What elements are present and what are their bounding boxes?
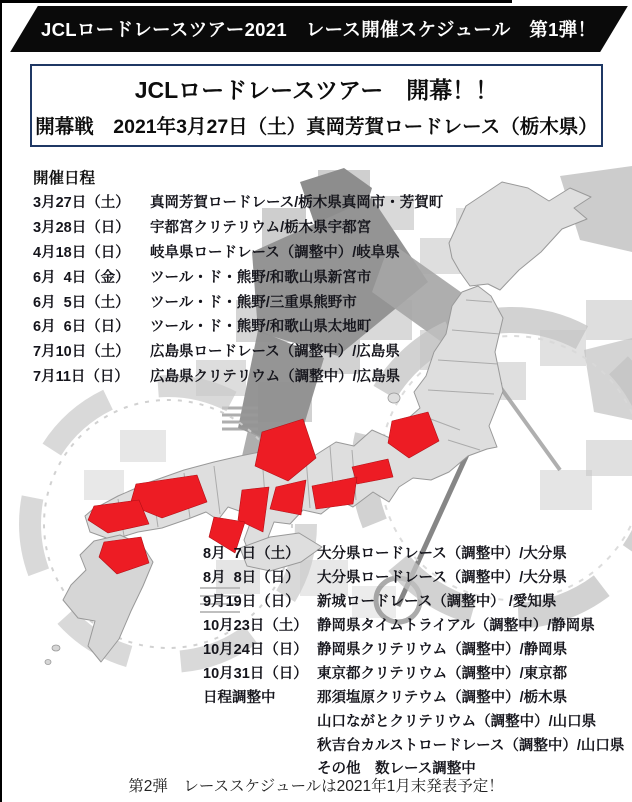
- opening-title-box: [30, 64, 603, 147]
- race-date: 10月24日（日）: [203, 642, 308, 658]
- schedule-row: [203, 589, 624, 613]
- race-date: 3月27日（土）: [33, 194, 130, 211]
- banner-title: JCLロードレースツアー2021 レース開催スケジュール 第1弾！: [41, 19, 597, 40]
- race-date: 4月18日（日）: [33, 244, 130, 261]
- opening-title: JCLロードレースツアー 開幕！！: [134, 77, 499, 103]
- schedule-row: [33, 189, 443, 214]
- race-date: 7月10日（土）: [33, 344, 130, 361]
- page-top-border: [0, 0, 512, 3]
- race-name: 大分県ロードレース（調整中）/大分県: [317, 546, 567, 563]
- race-name: ツール・ド・熊野/三重県熊野市: [150, 294, 357, 311]
- schedule-row: [203, 565, 624, 589]
- race-date: 3月28日（日）: [33, 219, 130, 236]
- schedule-heading: 開催日程: [33, 170, 96, 187]
- schedule-row: [203, 637, 624, 661]
- race-name: 静岡県クリテリウム（調整中）/静岡県: [317, 642, 568, 658]
- race-name: その他 数レース調整中: [317, 761, 476, 778]
- race-name: 山口ながとクリテリウム（調整中）/山口県: [317, 713, 597, 730]
- schedule-row: [33, 214, 443, 239]
- race-name: 岐阜県ロードレース（調整中）/岐阜県: [150, 244, 400, 261]
- footer-note: 第2弾 レーススケジュールは2021年1月末発表予定！: [128, 778, 504, 795]
- hokkaido: [449, 182, 591, 290]
- schedule-row: [33, 338, 443, 363]
- opening-race-line: 開幕戦 2021年3月27日（土）真岡芳賀ロードレース（栃木県）: [35, 116, 598, 138]
- race-date: 8月 7日（土）: [203, 546, 300, 563]
- race-name: 静岡県タイムトライアル（調整中）/静岡県: [317, 618, 595, 635]
- race-name: 大分県ロードレース（調整中）/大分県: [317, 570, 567, 587]
- schedule-row: [33, 289, 443, 314]
- schedule-row: [33, 239, 443, 264]
- race-name: 広島県ロードレース（調整中）/広島県: [150, 344, 400, 361]
- schedule-row: [33, 363, 443, 388]
- race-date: 日程調整中: [203, 689, 276, 706]
- schedule-row: [33, 264, 443, 289]
- schedule-row: [203, 613, 624, 637]
- race-name: 宇都宮クリテリウム/栃木県宇都宮: [150, 219, 372, 236]
- race-name: 東京都クリテリウム（調整中）/東京都: [317, 665, 568, 682]
- schedule-row: [203, 732, 624, 756]
- schedule-row: [203, 684, 624, 708]
- race-name: 秋吉台カルストロードレース（調整中）/山口県: [317, 737, 625, 754]
- race-date: 9月19日（日）: [203, 594, 300, 611]
- race-date: 6月 5日（土）: [33, 294, 130, 311]
- top-banner: [10, 6, 628, 52]
- race-name: 那須塩原クリテウム（調整中）/栃木県: [317, 689, 568, 706]
- race-name: ツール・ド・熊野/和歌山県太地町: [150, 319, 372, 336]
- race-name: 真岡芳賀ロードレース/栃木県真岡市・芳賀町: [150, 194, 444, 211]
- schedule-row: [203, 708, 624, 732]
- race-name: ツール・ド・熊野/和歌山県新宮市: [150, 269, 372, 286]
- race-name: 新城ロードレース（調整中） /愛知県: [317, 594, 557, 611]
- schedule-row: [203, 660, 624, 684]
- race-date: 7月11日（日）: [33, 369, 129, 386]
- race-date: 6月 4日（金）: [33, 269, 130, 286]
- race-date: 10月31日（日）: [203, 665, 308, 682]
- race-date: 6月 6日（日）: [33, 319, 130, 336]
- page-left-border: [0, 0, 2, 802]
- race-date: 10月23日（土）: [203, 618, 308, 635]
- schedule-list-first-half: [33, 189, 443, 388]
- schedule-row: [203, 541, 624, 565]
- race-date: 8月 8日（日）: [203, 570, 300, 587]
- schedule-row: [33, 313, 443, 338]
- schedule-list-second-half: [203, 541, 624, 780]
- race-name: 広島県クリテリウム（調整中）/広島県: [150, 369, 401, 386]
